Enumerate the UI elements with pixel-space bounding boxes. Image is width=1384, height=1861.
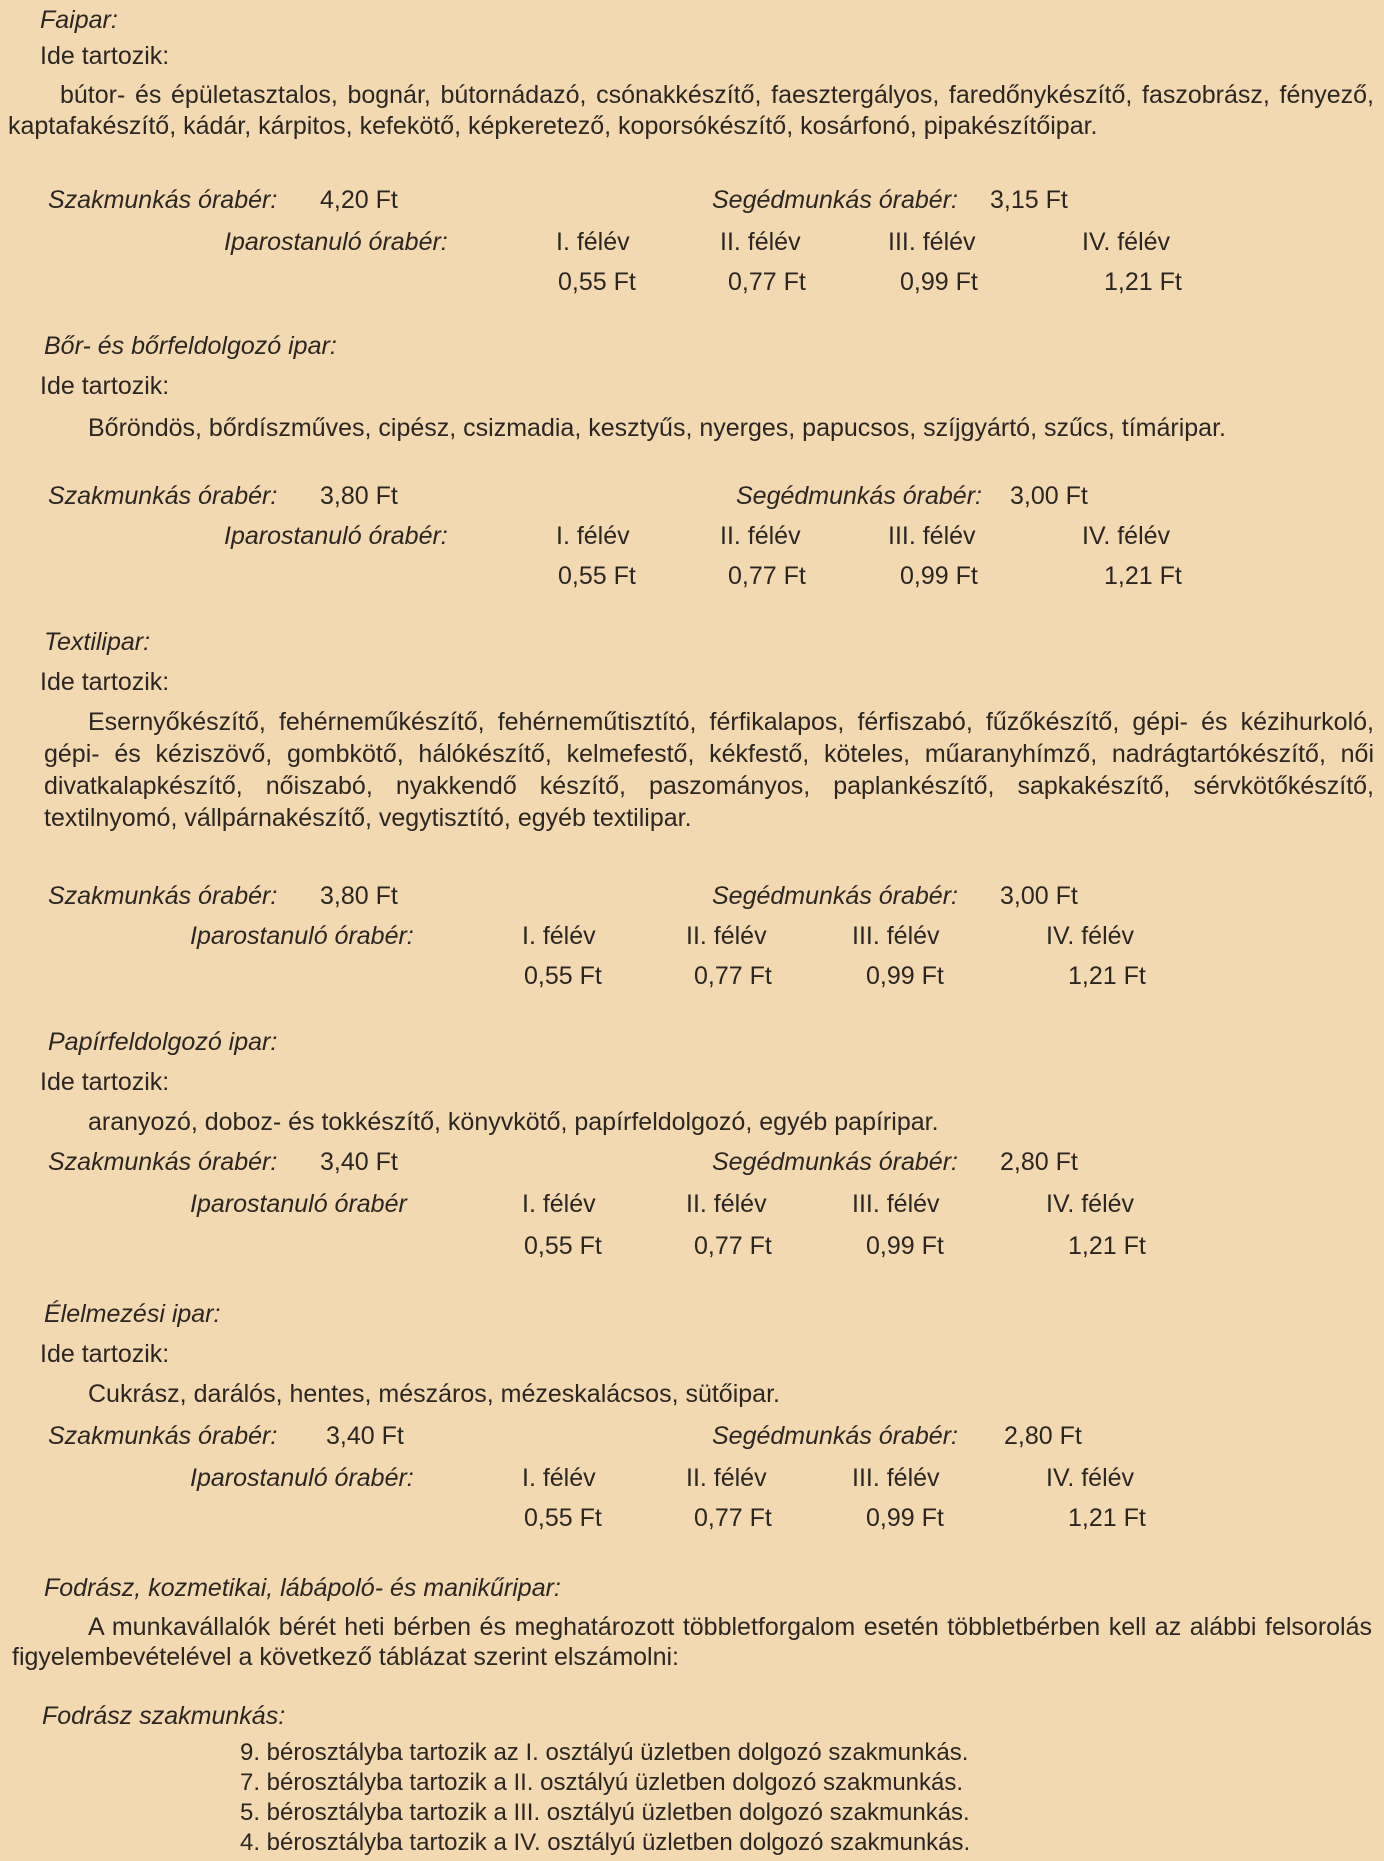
section-ide-label: Ide tartozik: <box>40 42 170 70</box>
term-wage: 1,21 Ft <box>1104 562 1182 590</box>
section-title: Élelmezési ipar: <box>44 1300 221 1328</box>
term-label: I. félév <box>556 228 630 256</box>
term-label: IV. félév <box>1046 1464 1135 1492</box>
section-ide-label: Ide tartozik: <box>40 668 170 696</box>
term-wage: 1,21 Ft <box>1104 268 1182 296</box>
section-title: Faipar: <box>40 6 118 34</box>
term-label: III. félév <box>888 522 976 550</box>
helper-wage-value: 2,80 Ft <box>1000 1148 1078 1176</box>
skilled-wage-label: Szakmunkás órabér: <box>48 482 278 510</box>
section-ide-label: Ide tartozik: <box>40 1068 170 1096</box>
term-wage: 0,99 Ft <box>900 562 978 590</box>
term-label: IV. félév <box>1082 228 1171 256</box>
term-label: III. félév <box>852 1464 940 1492</box>
helper-wage-value: 3,15 Ft <box>990 186 1068 214</box>
fodrasz-intro: A munkavállalók bérét heti bérben és meghatározott többletforgalom esetén többletbérben kell az alábbi felsorolás figyelembevételével a következő táblázat szerint elszámolni: <box>12 1613 1372 1671</box>
term-label: I. félév <box>522 1190 596 1218</box>
term-label: I. félév <box>522 922 596 950</box>
term-wage: 0,99 Ft <box>866 1504 944 1532</box>
term-label: IV. félév <box>1046 1190 1135 1218</box>
term-wage: 1,21 Ft <box>1068 1504 1146 1532</box>
term-label: III. félév <box>888 228 976 256</box>
term-wage: 0,77 Ft <box>694 1504 772 1532</box>
list-item: 5. bérosztályba tartozik a III. osztályú üzletben dolgozó szakmunkás. <box>240 1799 970 1826</box>
skilled-wage-value: 4,20 Ft <box>320 186 398 214</box>
apprentice-wage-label: Iparostanuló órabér: <box>224 522 448 550</box>
section-list: aranyozó, doboz- és tokkészítő, könyvkötő, papírfeldolgozó, egyéb papíripar. <box>88 1108 939 1136</box>
term-label: II. félév <box>686 922 767 950</box>
term-label: I. félév <box>522 1464 596 1492</box>
section-list: Esernyőkészítő, fehérneműkészítő, fehérneműtisztító, férfikalapos, férfiszabó, fűzőkészítő, gépi- és kézihurkoló, gépi- és kéziszövő, gombkötő, hálókészítő, kelmefestő, kékfestő, köteles, műaranyhímző, nadrágtartókészítő, női divatkalapkészítő, nőiszabó, nyakkendő készítő, paszományos, paplankészítő, sapkakészítő, sérvkötőkészítő, textilnyomó, vállpárnakészítő, vegytisztító, egyéb textilipar. <box>44 708 1374 832</box>
section-title: Textilipar: <box>44 628 151 656</box>
helper-wage-value: 2,80 Ft <box>1004 1422 1082 1450</box>
skilled-wage-label: Szakmunkás órabér: <box>48 882 278 910</box>
skilled-wage-value: 3,80 Ft <box>320 482 398 510</box>
apprentice-wage-label: Iparostanuló órabér: <box>224 228 448 256</box>
term-label: I. félév <box>556 522 630 550</box>
section-title: Fodrász, kozmetikai, lábápoló- és manikűripar: <box>44 1574 561 1602</box>
section-ide-label: Ide tartozik: <box>40 1340 170 1368</box>
term-wage: 0,99 Ft <box>866 962 944 990</box>
term-wage: 0,55 Ft <box>524 1232 602 1260</box>
term-label: II. félév <box>686 1464 767 1492</box>
term-label: II. félév <box>686 1190 767 1218</box>
skilled-wage-label: Szakmunkás órabér: <box>48 1422 278 1450</box>
term-wage: 0,55 Ft <box>558 268 636 296</box>
fodrasz-list <box>240 1738 970 1858</box>
list-item: 9. bérosztályba tartozik az I. osztályú üzletben dolgozó szakmunkás. <box>240 1739 969 1766</box>
term-wage: 0,77 Ft <box>728 562 806 590</box>
term-label: IV. félév <box>1082 522 1171 550</box>
term-wage: 0,77 Ft <box>728 268 806 296</box>
list-item: 7. bérosztályba tartozik a II. osztályú üzletben dolgozó szakmunkás. <box>240 1769 964 1796</box>
section-ide-label: Ide tartozik: <box>40 372 170 400</box>
apprentice-wage-label: Iparostanuló órabér: <box>190 1464 414 1492</box>
helper-wage-label: Segédmunkás órabér: <box>712 1148 958 1176</box>
term-label: II. félév <box>720 522 801 550</box>
helper-wage-label: Segédmunkás órabér: <box>712 1422 958 1450</box>
helper-wage-value: 3,00 Ft <box>1010 482 1088 510</box>
term-wage: 0,55 Ft <box>524 962 602 990</box>
section-title: Papírfeldolgozó ipar: <box>48 1028 278 1056</box>
helper-wage-label: Segédmunkás órabér: <box>712 882 958 910</box>
fodrasz-subtitle: Fodrász szakmunkás: <box>42 1702 286 1730</box>
term-label: III. félév <box>852 922 940 950</box>
section-list: Cukrász, darálós, hentes, mészáros, mézeskalácsos, sütőipar. <box>88 1380 780 1408</box>
skilled-wage-label: Szakmunkás órabér: <box>48 186 278 214</box>
list-item: 4. bérosztályba tartozik a IV. osztályú üzletben dolgozó szakmunkás. <box>240 1829 971 1856</box>
section-list: Bőröndös, bőrdíszműves, cipész, csizmadia, kesztyűs, nyerges, papucsos, szíjgyártó, szűcs, tímáripar. <box>88 414 1226 442</box>
term-wage: 0,55 Ft <box>558 562 636 590</box>
term-wage: 1,21 Ft <box>1068 962 1146 990</box>
skilled-wage-value: 3,40 Ft <box>320 1148 398 1176</box>
term-wage: 0,99 Ft <box>900 268 978 296</box>
helper-wage-value: 3,00 Ft <box>1000 882 1078 910</box>
apprentice-wage-label: Iparostanuló órabér <box>190 1190 407 1218</box>
skilled-wage-value: 3,80 Ft <box>320 882 398 910</box>
apprentice-wage-label: Iparostanuló órabér: <box>190 922 414 950</box>
term-wage: 0,55 Ft <box>524 1504 602 1532</box>
term-label: III. félév <box>852 1190 940 1218</box>
helper-wage-label: Segédmunkás órabér: <box>712 186 958 214</box>
term-label: IV. félév <box>1046 922 1135 950</box>
term-wage: 0,77 Ft <box>694 962 772 990</box>
section-title: Bőr- és bőrfeldolgozó ipar: <box>44 332 337 360</box>
term-wage: 1,21 Ft <box>1068 1232 1146 1260</box>
helper-wage-label: Segédmunkás órabér: <box>736 482 982 510</box>
section-list: bútor- és épületasztalos, bognár, bútornádazó, csónakkészítő, faesztergályos, faredőnykészítő, faszobrász, fényező, kaptafakészítő, kádár, kárpitos, kefekötő, képkeretező, koporsókészítő, kosárfonó, pipakészítőipar. <box>8 81 1374 140</box>
skilled-wage-value: 3,40 Ft <box>326 1422 404 1450</box>
term-wage: 0,77 Ft <box>694 1232 772 1260</box>
term-label: II. félév <box>720 228 801 256</box>
skilled-wage-label: Szakmunkás órabér: <box>48 1148 278 1176</box>
term-wage: 0,99 Ft <box>866 1232 944 1260</box>
